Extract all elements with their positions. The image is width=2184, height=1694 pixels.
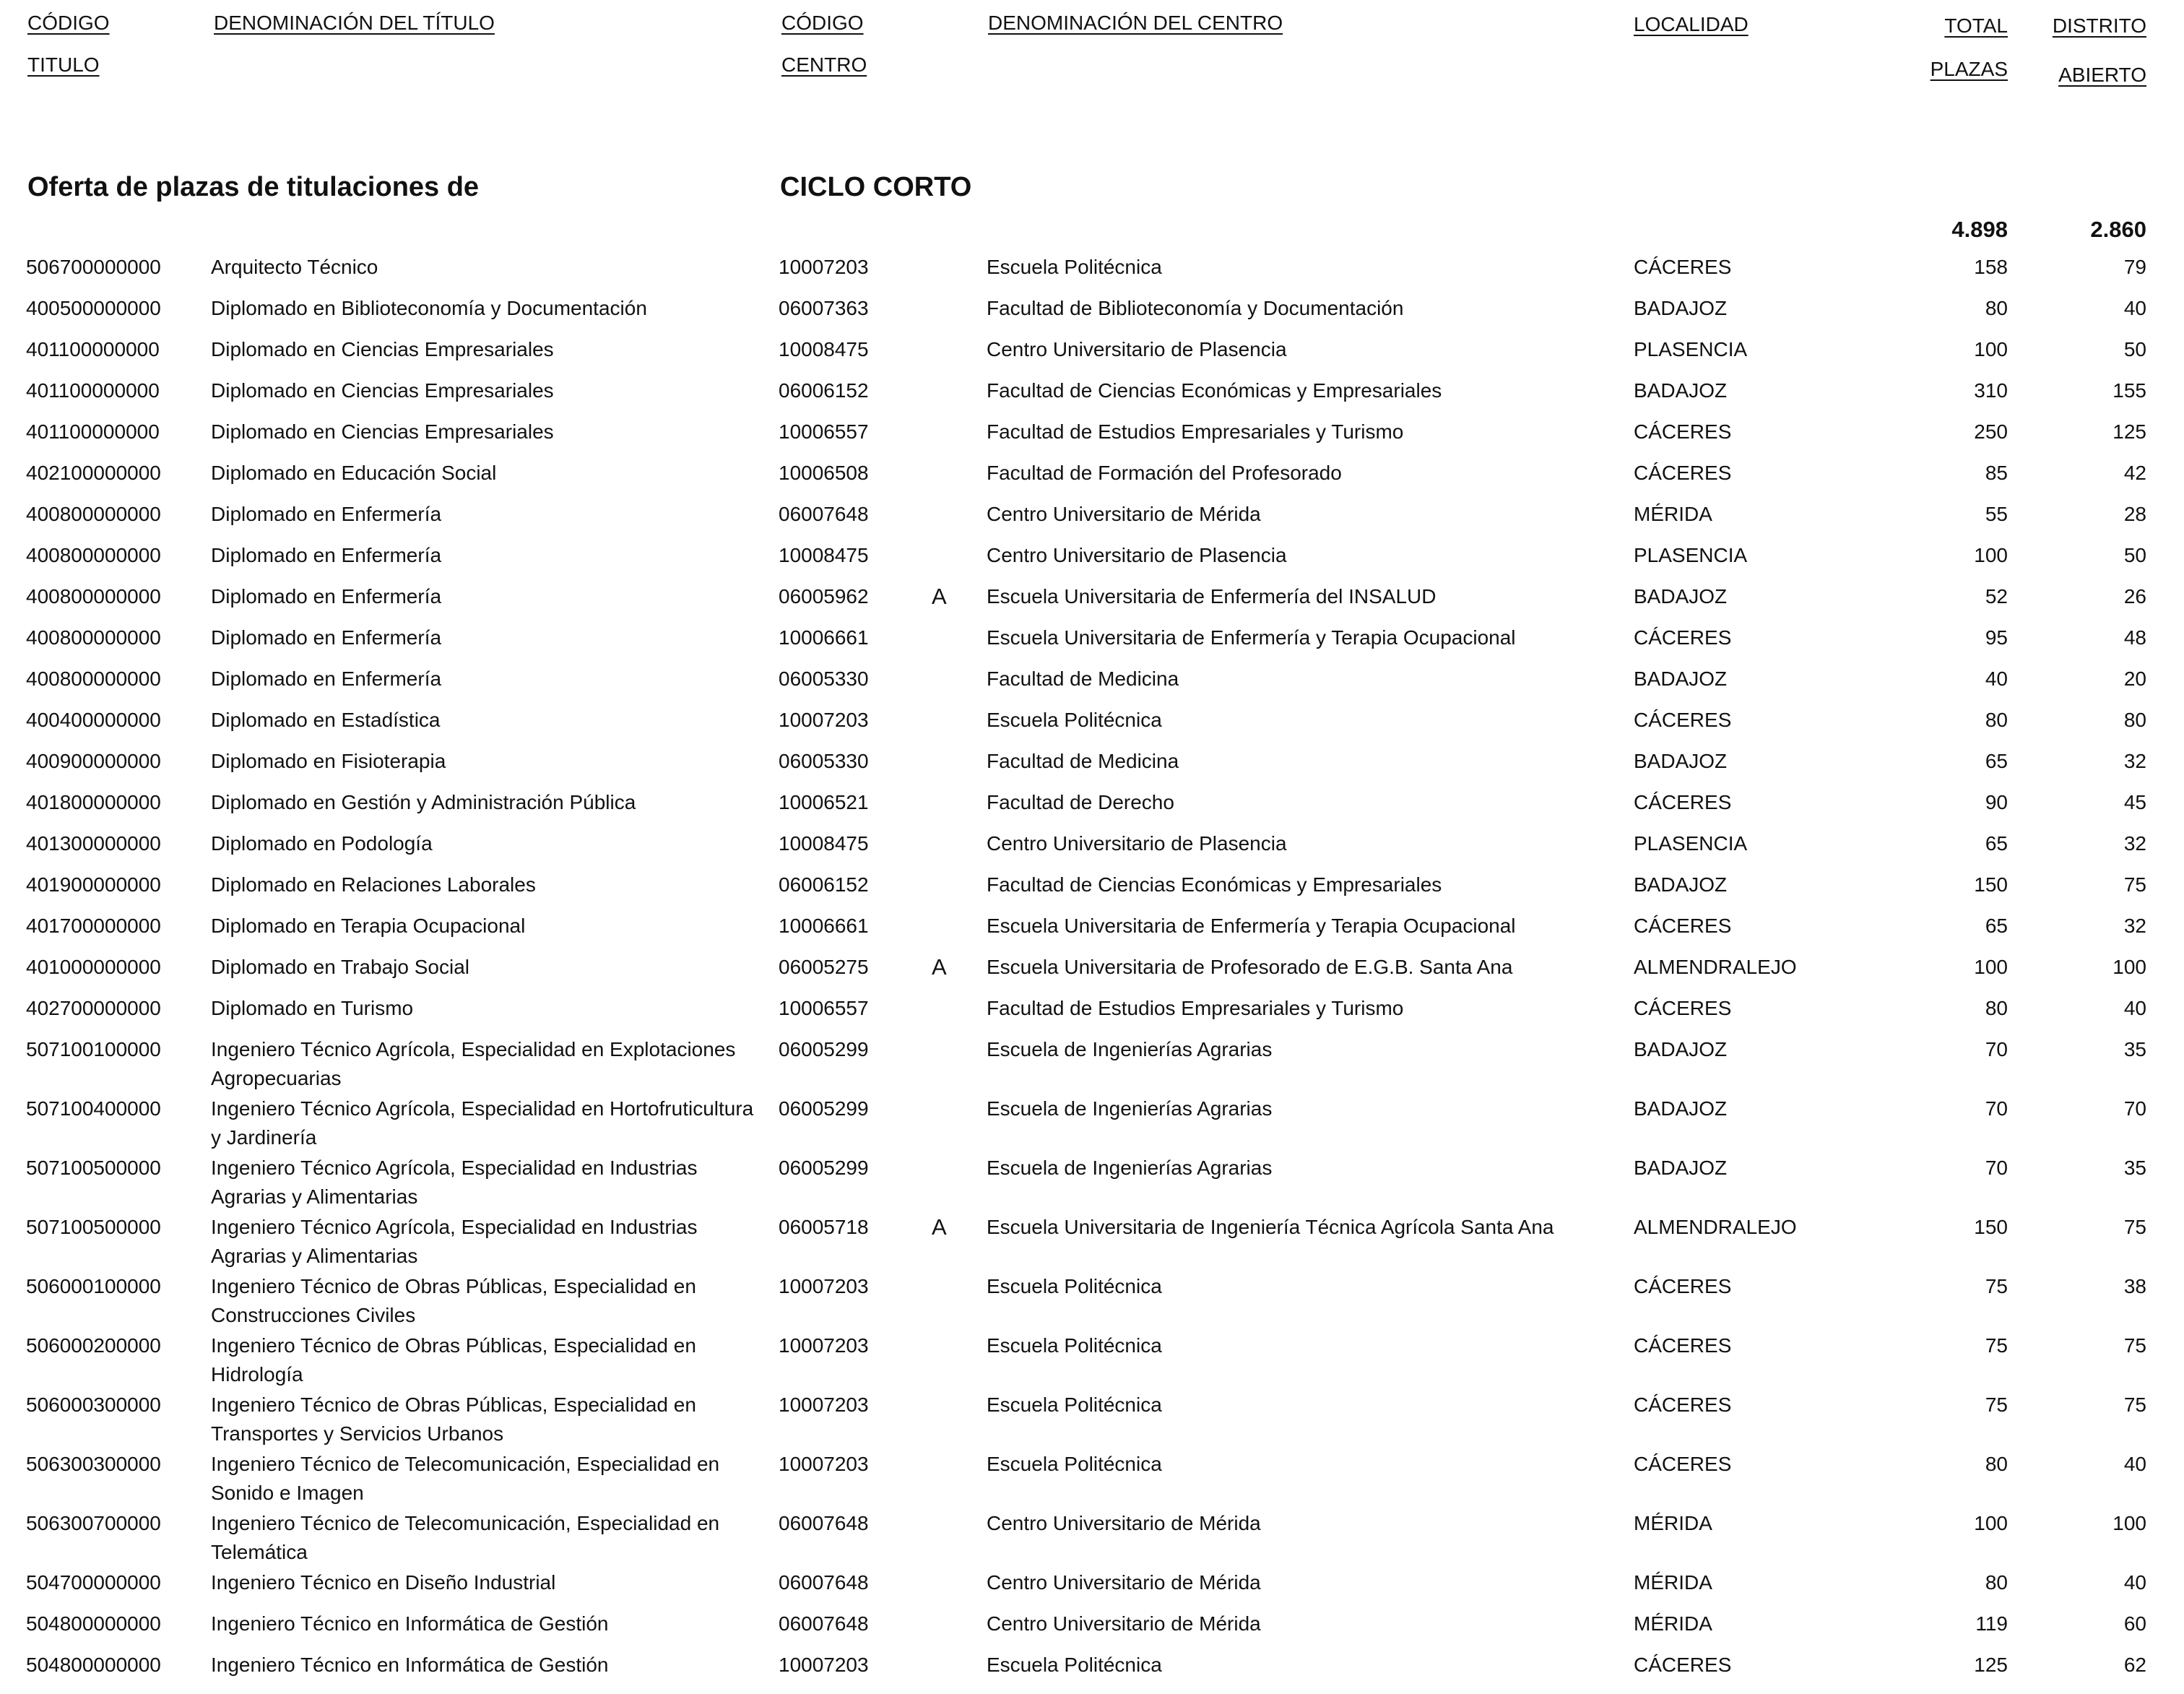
table-row: [0, 829, 2184, 870]
title-code: 506300300000: [26, 1453, 161, 1475]
distrito-abierto: 40: [2123, 1453, 2146, 1475]
center-name: Escuela Universitaria de Enfermería del INSALUD: [987, 585, 1436, 608]
total-plazas: 65: [1985, 915, 2008, 937]
center-name: Escuela Universitaria de Enfermería y Terapia Ocupacional: [987, 915, 1516, 937]
total-plazas: 100: [1974, 956, 2008, 978]
title-code: 400900000000: [26, 750, 161, 772]
center-code: 06006152: [779, 873, 869, 896]
distrito-abierto: 26: [2123, 585, 2146, 608]
distrito-abierto: 40: [2123, 1571, 2146, 1594]
title-name: Diplomado en Biblioteconomía y Documentación: [211, 297, 647, 319]
title-name: Ingeniero Técnico en Diseño Industrial: [211, 1571, 556, 1594]
header-total-1: TOTAL: [1944, 14, 2008, 37]
title-code: 400500000000: [26, 297, 161, 319]
locality: BADAJOZ: [1634, 1038, 1728, 1060]
table-row: [0, 294, 2184, 335]
title-code: 507100500000: [26, 1216, 161, 1238]
table-row: [0, 1272, 2184, 1331]
total-plazas: 100: [1974, 1512, 2008, 1534]
total-plazas: 70: [1985, 1157, 2008, 1179]
center-code: 10007203: [779, 1275, 869, 1297]
distrito-abierto: 100: [2112, 956, 2146, 978]
private-center-flag: A: [932, 1214, 947, 1240]
title-code: 401100000000: [26, 338, 160, 360]
center-name: Escuela Politécnica: [987, 256, 1162, 278]
table-row: [0, 541, 2184, 582]
center-name: Facultad de Ciencias Económicas y Empresariales: [987, 379, 1442, 402]
title-name: Arquitecto Técnico: [211, 256, 378, 278]
center-name: Centro Universitario de Plasencia: [987, 338, 1287, 360]
distrito-abierto: 75: [2123, 1216, 2146, 1238]
center-code: 06005330: [779, 667, 869, 690]
table-row: [0, 253, 2184, 294]
total-plazas: 150: [1974, 1216, 2008, 1238]
distrito-abierto: 35: [2123, 1038, 2146, 1060]
title-name: Ingeniero Técnico Agrícola, Especialidad en Industrias Agrarias y Alimentarias: [211, 1216, 698, 1267]
title-name: Diplomado en Ciencias Empresariales: [211, 338, 554, 360]
total-plazas: 75: [1985, 1393, 2008, 1416]
title-name: Ingeniero Técnico Agrícola, Especialidad en Industrias Agrarias y Alimentarias: [211, 1157, 698, 1208]
total-plazas: 70: [1985, 1038, 2008, 1060]
title-name: Diplomado en Terapia Ocupacional: [211, 915, 526, 937]
distrito-abierto: 32: [2123, 832, 2146, 855]
center-code: 06005299: [779, 1157, 869, 1179]
center-code: 10006557: [779, 997, 869, 1019]
table-row: [0, 665, 2184, 706]
locality: CÁCERES: [1634, 1453, 1732, 1475]
center-code: 06007648: [779, 1571, 869, 1594]
center-code: 06007648: [779, 1512, 869, 1534]
title-name: Diplomado en Ciencias Empresariales: [211, 420, 554, 443]
title-code: 504800000000: [26, 1612, 161, 1635]
distrito-abierto: 45: [2123, 791, 2146, 813]
title-name: Diplomado en Relaciones Laborales: [211, 873, 536, 896]
center-code: 06007648: [779, 503, 869, 525]
center-name: Escuela de Ingenierías Agrarias: [987, 1038, 1273, 1060]
private-center-flag: A: [932, 584, 947, 609]
total-plazas: 80: [1985, 709, 2008, 731]
title-code: 506700000000: [26, 256, 161, 278]
center-name: Escuela de Ingenierías Agrarias: [987, 1157, 1273, 1179]
distrito-abierto: 155: [2112, 379, 2146, 402]
total-plazas: 80: [1985, 297, 2008, 319]
locality: BADAJOZ: [1634, 379, 1728, 402]
distrito-abierto: 48: [2123, 626, 2146, 649]
total-plazas: 95: [1985, 626, 2008, 649]
locality: CÁCERES: [1634, 1334, 1732, 1357]
center-name: Escuela Politécnica: [987, 1453, 1162, 1475]
center-name: Facultad de Estudios Empresariales y Turismo: [987, 420, 1404, 443]
title-code: 402700000000: [26, 997, 161, 1019]
header-total-2: PLAZAS: [1930, 58, 2008, 80]
private-center-flag: A: [932, 954, 947, 980]
title-name: Diplomado en Turismo: [211, 997, 414, 1019]
center-name: Facultad de Medicina: [987, 750, 1179, 772]
total-plazas: 65: [1985, 750, 2008, 772]
title-code: 506000300000: [26, 1393, 161, 1416]
header-codigo-titulo-1: CÓDIGO: [27, 12, 110, 34]
center-code: 10007203: [779, 1393, 869, 1416]
title-code: 401700000000: [26, 915, 161, 937]
title-name: Ingeniero Técnico Agrícola, Especialidad en Hortofruticultura y Jardinería: [211, 1097, 754, 1149]
locality: PLASENCIA: [1634, 832, 1748, 855]
table-row: [0, 335, 2184, 376]
total-plazas: 52: [1985, 585, 2008, 608]
center-name: Facultad de Medicina: [987, 667, 1179, 690]
total-plazas: 250: [1974, 420, 2008, 443]
table-row: [0, 500, 2184, 541]
title-code: 400400000000: [26, 709, 161, 731]
locality: CÁCERES: [1634, 256, 1732, 278]
title-name: Diplomado en Trabajo Social: [211, 956, 469, 978]
title-code: 400800000000: [26, 544, 161, 566]
header-codigo-centro-1: CÓDIGO: [781, 12, 864, 34]
total-plazas: 80: [1985, 997, 2008, 1019]
center-code: 06007648: [779, 1612, 869, 1635]
locality: MÉRIDA: [1634, 1612, 1712, 1635]
center-name: Centro Universitario de Mérida: [987, 1571, 1261, 1594]
title-name: Diplomado en Enfermería: [211, 585, 442, 608]
total-plazas: 40: [1985, 667, 2008, 690]
title-code: 401100000000: [26, 379, 160, 402]
center-name: Escuela Universitaria de Enfermería y Terapia Ocupacional: [987, 626, 1516, 649]
title-name: Diplomado en Estadística: [211, 709, 441, 731]
title-code: 504800000000: [26, 1654, 161, 1676]
header-localidad: LOCALIDAD: [1634, 13, 1748, 35]
table-row: [0, 994, 2184, 1035]
table-row: [0, 582, 2184, 623]
title-name: Diplomado en Gestión y Administración Pública: [211, 791, 636, 813]
locality: CÁCERES: [1634, 1654, 1732, 1676]
total-plazas: 70: [1985, 1097, 2008, 1120]
distrito-abierto: 75: [2123, 873, 2146, 896]
locality: MÉRIDA: [1634, 1512, 1712, 1534]
distrito-abierto: 35: [2123, 1157, 2146, 1179]
title-code: 400800000000: [26, 667, 161, 690]
center-name: Escuela Universitaria de Ingeniería Técnica Agrícola Santa Ana: [987, 1216, 1554, 1238]
title-name: Ingeniero Técnico en Informática de Gestión: [211, 1654, 609, 1676]
title-name: Ingeniero Técnico de Obras Públicas, Especialidad en Construcciones Civiles: [211, 1275, 696, 1326]
total-plazas: 150: [1974, 873, 2008, 896]
title-name: Diplomado en Ciencias Empresariales: [211, 379, 554, 402]
title-name: Diplomado en Podología: [211, 832, 433, 855]
table-row: [0, 1094, 2184, 1154]
title-code: 506000100000: [26, 1275, 161, 1297]
table-row: [0, 1609, 2184, 1651]
locality: ALMENDRALEJO: [1634, 1216, 1797, 1238]
center-name: Facultad de Ciencias Económicas y Empresariales: [987, 873, 1442, 896]
locality: MÉRIDA: [1634, 1571, 1712, 1594]
center-code: 10007203: [779, 709, 869, 731]
center-code: 10008475: [779, 832, 869, 855]
total-plazas: 100: [1974, 338, 2008, 360]
distrito-abierto: 40: [2123, 297, 2146, 319]
distrito-abierto: 75: [2123, 1393, 2146, 1416]
center-name: Facultad de Derecho: [987, 791, 1174, 813]
locality: CÁCERES: [1634, 997, 1732, 1019]
locality: ALMENDRALEJO: [1634, 956, 1797, 978]
title-code: 506300700000: [26, 1512, 161, 1534]
title-name: Diplomado en Enfermería: [211, 544, 442, 566]
center-code: 10007203: [779, 1334, 869, 1357]
title-code: 400800000000: [26, 585, 161, 608]
total-plazas: 85: [1985, 462, 2008, 484]
header-denominacion-centro: DENOMINACIÓN DEL CENTRO: [988, 12, 1283, 34]
center-code: 06005299: [779, 1097, 869, 1120]
locality: BADAJOZ: [1634, 1097, 1728, 1120]
total-plazas: 75: [1985, 1334, 2008, 1357]
title-name: Ingeniero Técnico de Telecomunicación, Especialidad en Telemática: [211, 1512, 720, 1563]
center-name: Centro Universitario de Plasencia: [987, 832, 1287, 855]
center-name: Escuela Politécnica: [987, 1393, 1162, 1416]
section-total-distrito: 2.860: [2090, 217, 2146, 242]
center-name: Facultad de Estudios Empresariales y Turismo: [987, 997, 1404, 1019]
section-label: Oferta de plazas de titulaciones de: [27, 172, 480, 202]
center-code: 10007203: [779, 256, 869, 278]
table-row: [0, 1331, 2184, 1391]
locality: BADAJOZ: [1634, 750, 1728, 772]
distrito-abierto: 60: [2123, 1612, 2146, 1635]
distrito-abierto: 75: [2123, 1334, 2146, 1357]
table-row: [0, 1450, 2184, 1509]
center-code: 10007203: [779, 1654, 869, 1676]
title-code: 401900000000: [26, 873, 161, 896]
total-plazas: 119: [1975, 1612, 2008, 1635]
title-code: 507100400000: [26, 1097, 161, 1120]
center-code: 10008475: [779, 338, 869, 360]
distrito-abierto: 62: [2123, 1654, 2146, 1676]
header-codigo-centro-2: CENTRO: [781, 53, 867, 76]
locality: BADAJOZ: [1634, 1157, 1728, 1179]
center-name: Centro Universitario de Mérida: [987, 503, 1261, 525]
header-denominacion-titulo: DENOMINACIÓN DEL TÍTULO: [214, 12, 495, 34]
table-row: [0, 1391, 2184, 1450]
locality: BADAJOZ: [1634, 667, 1728, 690]
distrito-abierto: 100: [2112, 1512, 2146, 1534]
distrito-abierto: 20: [2123, 667, 2146, 690]
center-name: Centro Universitario de Plasencia: [987, 544, 1287, 566]
center-name: Escuela Politécnica: [987, 1334, 1162, 1357]
locality: CÁCERES: [1634, 791, 1732, 813]
locality: CÁCERES: [1634, 462, 1732, 484]
center-name: Escuela Politécnica: [987, 1654, 1162, 1676]
title-code: 400800000000: [26, 626, 161, 649]
table-row: [0, 623, 2184, 665]
title-name: Diplomado en Enfermería: [211, 503, 442, 525]
section-total-plazas: 4.898: [1951, 217, 2008, 242]
total-plazas: 100: [1974, 544, 2008, 566]
distrito-abierto: 50: [2123, 544, 2146, 566]
center-code: 06005299: [779, 1038, 869, 1060]
table-row: [0, 1035, 2184, 1094]
total-plazas: 158: [1974, 256, 2008, 278]
center-name: Facultad de Formación del Profesorado: [987, 462, 1342, 484]
distrito-abierto: 32: [2123, 750, 2146, 772]
distrito-abierto: 80: [2123, 709, 2146, 731]
table-row: [0, 912, 2184, 953]
table-row: [0, 1568, 2184, 1609]
title-code: 507100500000: [26, 1157, 161, 1179]
title-code: 401000000000: [26, 956, 161, 978]
distrito-abierto: 42: [2123, 462, 2146, 484]
center-code: 10006508: [779, 462, 869, 484]
title-code: 507100100000: [26, 1038, 161, 1060]
center-code: 10006557: [779, 420, 869, 443]
distrito-abierto: 28: [2123, 503, 2146, 525]
table-row: [0, 747, 2184, 788]
distrito-abierto: 32: [2123, 915, 2146, 937]
table-row: [0, 376, 2184, 418]
title-code: 400800000000: [26, 503, 161, 525]
table-row: [0, 1154, 2184, 1213]
title-code: 401300000000: [26, 832, 161, 855]
total-plazas: 80: [1985, 1571, 2008, 1594]
center-name: Centro Universitario de Mérida: [987, 1612, 1261, 1635]
title-code: 506000200000: [26, 1334, 161, 1357]
locality: CÁCERES: [1634, 420, 1732, 443]
locality: CÁCERES: [1634, 626, 1732, 649]
locality: CÁCERES: [1634, 709, 1732, 731]
total-plazas: 90: [1985, 791, 2008, 813]
header-codigo-titulo-2: TITULO: [27, 53, 100, 76]
total-plazas: 55: [1985, 503, 2008, 525]
title-name: Ingeniero Técnico de Obras Públicas, Especialidad en Hidrología: [211, 1334, 696, 1386]
center-code: 06005962: [779, 585, 869, 608]
title-name: Diplomado en Educación Social: [211, 462, 497, 484]
distrito-abierto: 40: [2123, 997, 2146, 1019]
locality: CÁCERES: [1634, 915, 1732, 937]
center-name: Escuela Politécnica: [987, 709, 1162, 731]
center-code: 10008475: [779, 544, 869, 566]
center-code: 06007363: [779, 297, 869, 319]
locality: BADAJOZ: [1634, 873, 1728, 896]
distrito-abierto: 79: [2123, 256, 2146, 278]
locality: PLASENCIA: [1634, 544, 1748, 566]
title-name: Ingeniero Técnico de Telecomunicación, Especialidad en Sonido e Imagen: [211, 1453, 720, 1504]
total-plazas: 125: [1974, 1654, 2008, 1676]
locality: BADAJOZ: [1634, 585, 1728, 608]
table-row: [0, 870, 2184, 912]
center-name: Escuela Politécnica: [987, 1275, 1162, 1297]
header-distrito-1: DISTRITO: [2052, 14, 2146, 37]
center-code: 10006661: [779, 915, 869, 937]
title-name: Ingeniero Técnico en Informática de Gestión: [211, 1612, 609, 1635]
table-row: [0, 953, 2184, 994]
locality: MÉRIDA: [1634, 503, 1712, 525]
title-code: 402100000000: [26, 462, 161, 484]
center-code: 06006152: [779, 379, 869, 402]
locality: CÁCERES: [1634, 1275, 1732, 1297]
section-cycle: CICLO CORTO: [780, 172, 972, 202]
locality: CÁCERES: [1634, 1393, 1732, 1416]
total-plazas: 75: [1985, 1275, 2008, 1297]
total-plazas: 65: [1985, 832, 2008, 855]
total-plazas: 310: [1974, 379, 2008, 402]
table-row: [0, 1509, 2184, 1568]
center-code: 10007203: [779, 1453, 869, 1475]
title-code: 401100000000: [26, 420, 160, 443]
table-row: [0, 418, 2184, 459]
title-name: Ingeniero Técnico Agrícola, Especialidad en Explotaciones Agropecuarias: [211, 1038, 736, 1089]
offer-table: [0, 253, 2184, 1692]
distrito-abierto: 70: [2123, 1097, 2146, 1120]
title-code: 504700000000: [26, 1571, 161, 1594]
locality: PLASENCIA: [1634, 338, 1748, 360]
center-name: Escuela Universitaria de Profesorado de E.G.B. Santa Ana: [987, 956, 1513, 978]
table-row: [0, 1651, 2184, 1692]
table-row: [0, 459, 2184, 500]
center-code: 06005275: [779, 956, 869, 978]
center-name: Escuela de Ingenierías Agrarias: [987, 1097, 1273, 1120]
distrito-abierto: 125: [2112, 420, 2146, 443]
title-name: Diplomado en Fisioterapia: [211, 750, 446, 772]
distrito-abierto: 38: [2123, 1275, 2146, 1297]
table-row: [0, 1213, 2184, 1272]
center-name: Facultad de Biblioteconomía y Documentación: [987, 297, 1404, 319]
title-name: Diplomado en Enfermería: [211, 667, 442, 690]
total-plazas: 80: [1985, 1453, 2008, 1475]
title-name: Ingeniero Técnico de Obras Públicas, Especialidad en Transportes y Servicios Urbanos: [211, 1393, 696, 1445]
locality: BADAJOZ: [1634, 297, 1728, 319]
title-code: 401800000000: [26, 791, 161, 813]
table-row: [0, 788, 2184, 829]
header-distrito-2: ABIERTO: [2058, 64, 2146, 86]
center-code: 06005330: [779, 750, 869, 772]
center-code: 10006661: [779, 626, 869, 649]
center-name: Centro Universitario de Mérida: [987, 1512, 1261, 1534]
center-code: 06005718: [779, 1216, 869, 1238]
title-name: Diplomado en Enfermería: [211, 626, 442, 649]
center-code: 10006521: [779, 791, 869, 813]
table-row: [0, 706, 2184, 747]
distrito-abierto: 50: [2123, 338, 2146, 360]
